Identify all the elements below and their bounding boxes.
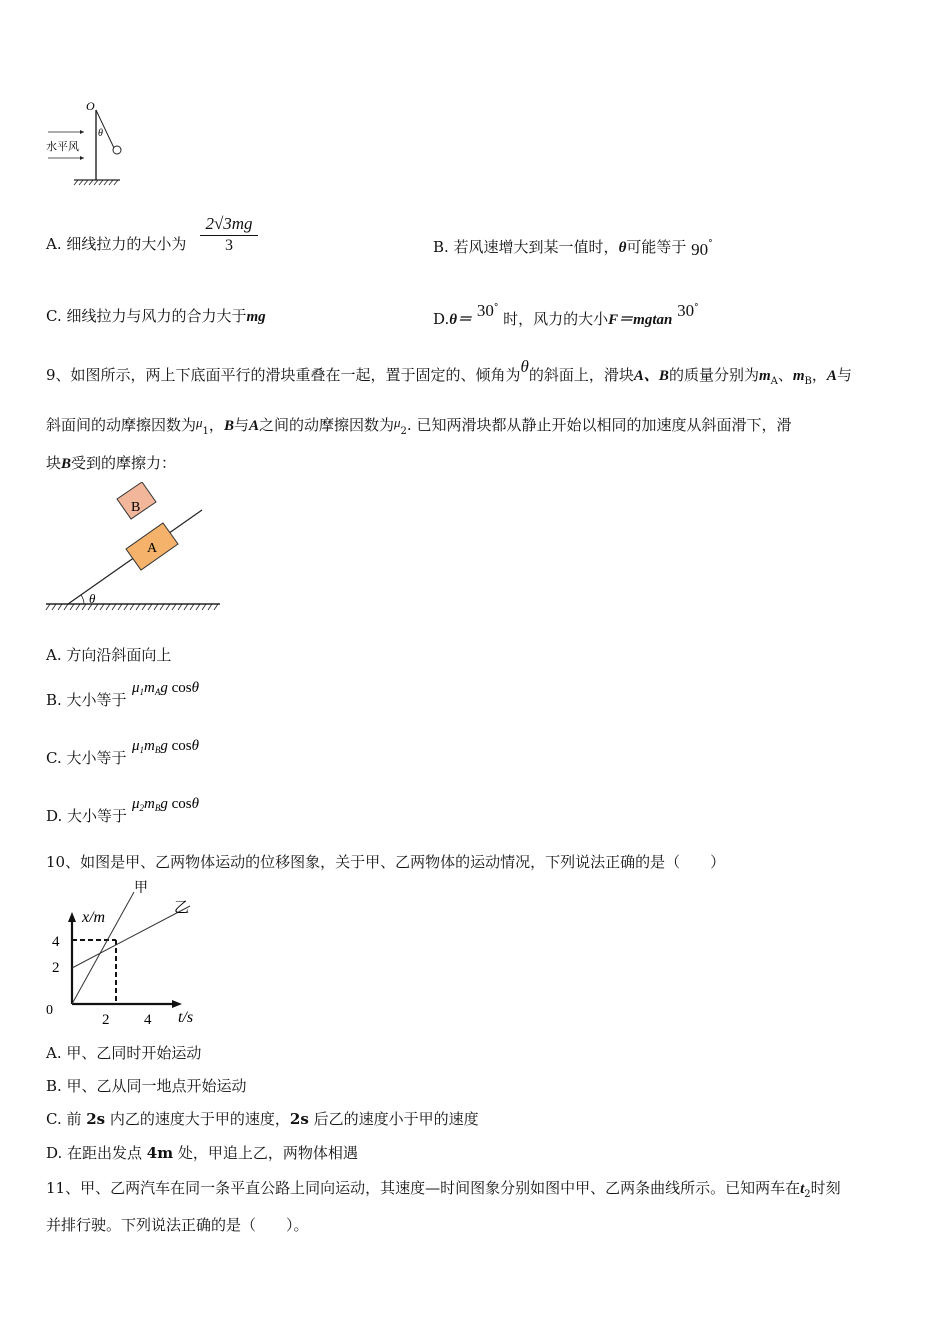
q10-stem: 10、如图是甲、乙两物体运动的位移图象，关于甲、乙两物体的运动情况，下列说法正确的是（ ） — [46, 853, 726, 871]
q10-option-a: A. 甲、乙同时开始运动 — [46, 1044, 202, 1062]
y-tick-2: 2 — [52, 960, 60, 976]
x-axis-label: t/s — [178, 1009, 194, 1026]
y-axis-label: x/m — [82, 909, 106, 926]
x-tick-2: 2 — [102, 1012, 110, 1028]
q9-stem-line1: 9、如图所示，两上下底面平行的滑块重叠在一起，置于固定的、倾角为θ的斜面上，滑块A、B的质量分别为$m_A$、$m_B$，A与 — [46, 357, 852, 387]
q11-stem-line2: 并排行驶。下列说法正确的是（ ）。 — [46, 1216, 309, 1234]
fraction-denominator: 3 — [225, 237, 233, 254]
q9-option-c: C. 大小等于 — [46, 749, 127, 767]
q8-option-c: C. 细线拉力与风力的合力大于mg — [46, 307, 266, 325]
q8-option-d: D.θ＝ 30° 时，风力的大小F＝mgtan 30° — [433, 301, 699, 328]
q9-stem-line2: 斜面间的动摩擦因数为$\mu_1$，B与A之间的动摩擦因数为$\mu_2$. 已知两滑块都从静止开始以相同的加速度从斜面滑下，滑 — [46, 415, 792, 437]
q9-option-b-formula — [130, 676, 230, 700]
fraction-numerator: 2√3mg — [205, 214, 253, 233]
incline-blocks-figure — [44, 482, 226, 620]
block-b-label: B — [131, 500, 141, 515]
line-jia-label: 甲 — [134, 881, 148, 896]
label-wind: 水平风 — [46, 141, 79, 153]
q9-option-a: A. 方向沿斜面向上 — [46, 646, 172, 664]
q9-option-c-formula — [130, 734, 230, 758]
formula-b-text: $\mu_1m_Ag$ cosθ — [132, 680, 199, 697]
label-theta: θ — [98, 128, 103, 139]
displacement-time-graph — [42, 878, 212, 1030]
q8-option-a-fraction — [198, 214, 260, 256]
q8-option-a: A. 细线拉力的大小为 — [46, 235, 187, 253]
label-o: O — [86, 99, 95, 113]
q11-stem-line1: 11、甲、乙两汽车在同一条平直公路上同向运动，其速度—时间图象分别如图中甲、乙两条曲线所示。已知两车在$t_2$时刻 — [46, 1179, 841, 1200]
q9-option-d: D. 大小等于 — [46, 807, 128, 825]
pendulum-wind-figure — [40, 96, 140, 188]
block-a-label: A — [146, 541, 158, 556]
x-tick-4: 4 — [144, 1012, 152, 1028]
origin-label: 0 — [46, 1003, 53, 1018]
q8-option-b: B. 若风速增大到某一值时，θ可能等于 90° — [433, 238, 713, 259]
y-tick-4: 4 — [52, 934, 60, 950]
line-yi-label: 乙 — [174, 900, 190, 916]
q10-option-d: D. 在距出发点 4m 处，甲追上乙，两物体相遇 — [46, 1144, 358, 1162]
q9-option-b: B. 大小等于 — [46, 691, 127, 709]
q10-option-c: C. 前 2s 内乙的速度大于甲的速度，2s 后乙的速度小于甲的速度 — [46, 1110, 479, 1128]
incline-theta-label: θ — [89, 591, 96, 606]
q10-option-b: B. 甲、乙从同一地点开始运动 — [46, 1077, 247, 1095]
q9-option-d-formula — [130, 792, 230, 816]
formula-d-text: $\mu_2m_Bg$ cosθ — [132, 796, 199, 813]
q9-stem-line3: 块B受到的摩擦力： — [46, 454, 177, 472]
formula-c-text: $\mu_1m_Bg$ cosθ — [132, 738, 199, 755]
